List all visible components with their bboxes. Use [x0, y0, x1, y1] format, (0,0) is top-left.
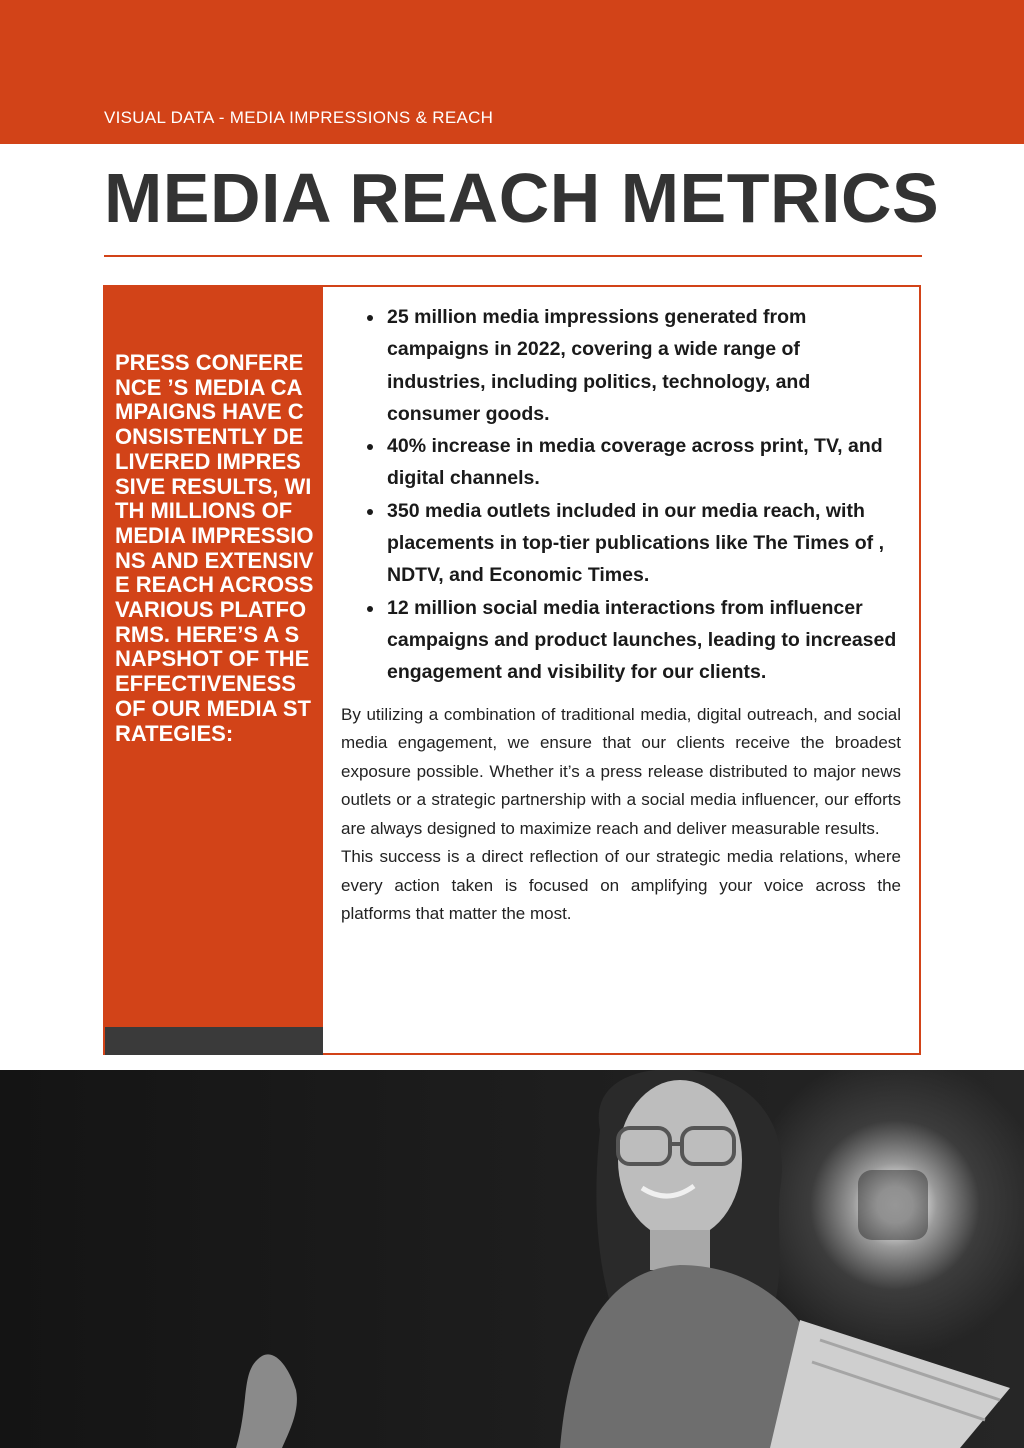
section-kicker: VISUAL DATA - MEDIA IMPRESSIONS & REACH [104, 108, 494, 127]
sidebar-callout-text: PRESS CONFERENCE ’S MEDIA CAMPAIGNS HAVE CONSISTENTLY DELIVERED IMPRESSIVE RESULTS, WITH MILLIONS OF MEDIA IMPRESSIONS AND EXTENSIVE REACH ACROSS VARIOUS PLATFORMS. HERE’S A SNAPSHOT OF THE EFFECTIVENESS OF OUR MEDIA STRATEGIES: [115, 350, 314, 746]
metric-item: • 350 media outlets included in our media reach, with placements in top-tier publications like The Times of , NDTV, and Economic Times. [385, 495, 901, 592]
metric-item: • 40% increase in media coverage across print, TV, and digital channels. [385, 430, 901, 495]
metric-item: • 25 million media impressions generated from campaigns in 2022, covering a wide range of industries, including politics, technology, and consumer goods. [385, 301, 901, 430]
metric-item: • 12 million social media interactions from influencer campaigns and product launches, leading to increased engagement and visibility for our clients. [385, 592, 901, 689]
sidebar-callout [105, 287, 323, 1027]
metrics-content [341, 301, 901, 929]
page-title: MEDIA REACH METRICS [104, 159, 940, 237]
header-band [0, 0, 1024, 144]
body-paragraph: By utilizing a combination of traditional media, digital outreach, and social media engagement, we ensure that our clients receive the broadest exposure possible. Whether it’s a press release distributed to major news outlets or a strategic partnership with a social media influencer, our efforts are always designed to maximize reach and deliver measurable results. [341, 704, 901, 838]
title-divider [104, 255, 922, 257]
metrics-panel [103, 285, 921, 1055]
sidebar-footer-bar [105, 1027, 323, 1055]
speaker-photo [0, 1070, 1024, 1448]
body-paragraph: This success is a direct reflection of our strategic media relations, where every action taken is focused on amplifying your voice across the platforms that matter the most. [341, 847, 901, 924]
metrics-list [341, 301, 901, 689]
speaker-illustration [0, 1070, 1024, 1448]
